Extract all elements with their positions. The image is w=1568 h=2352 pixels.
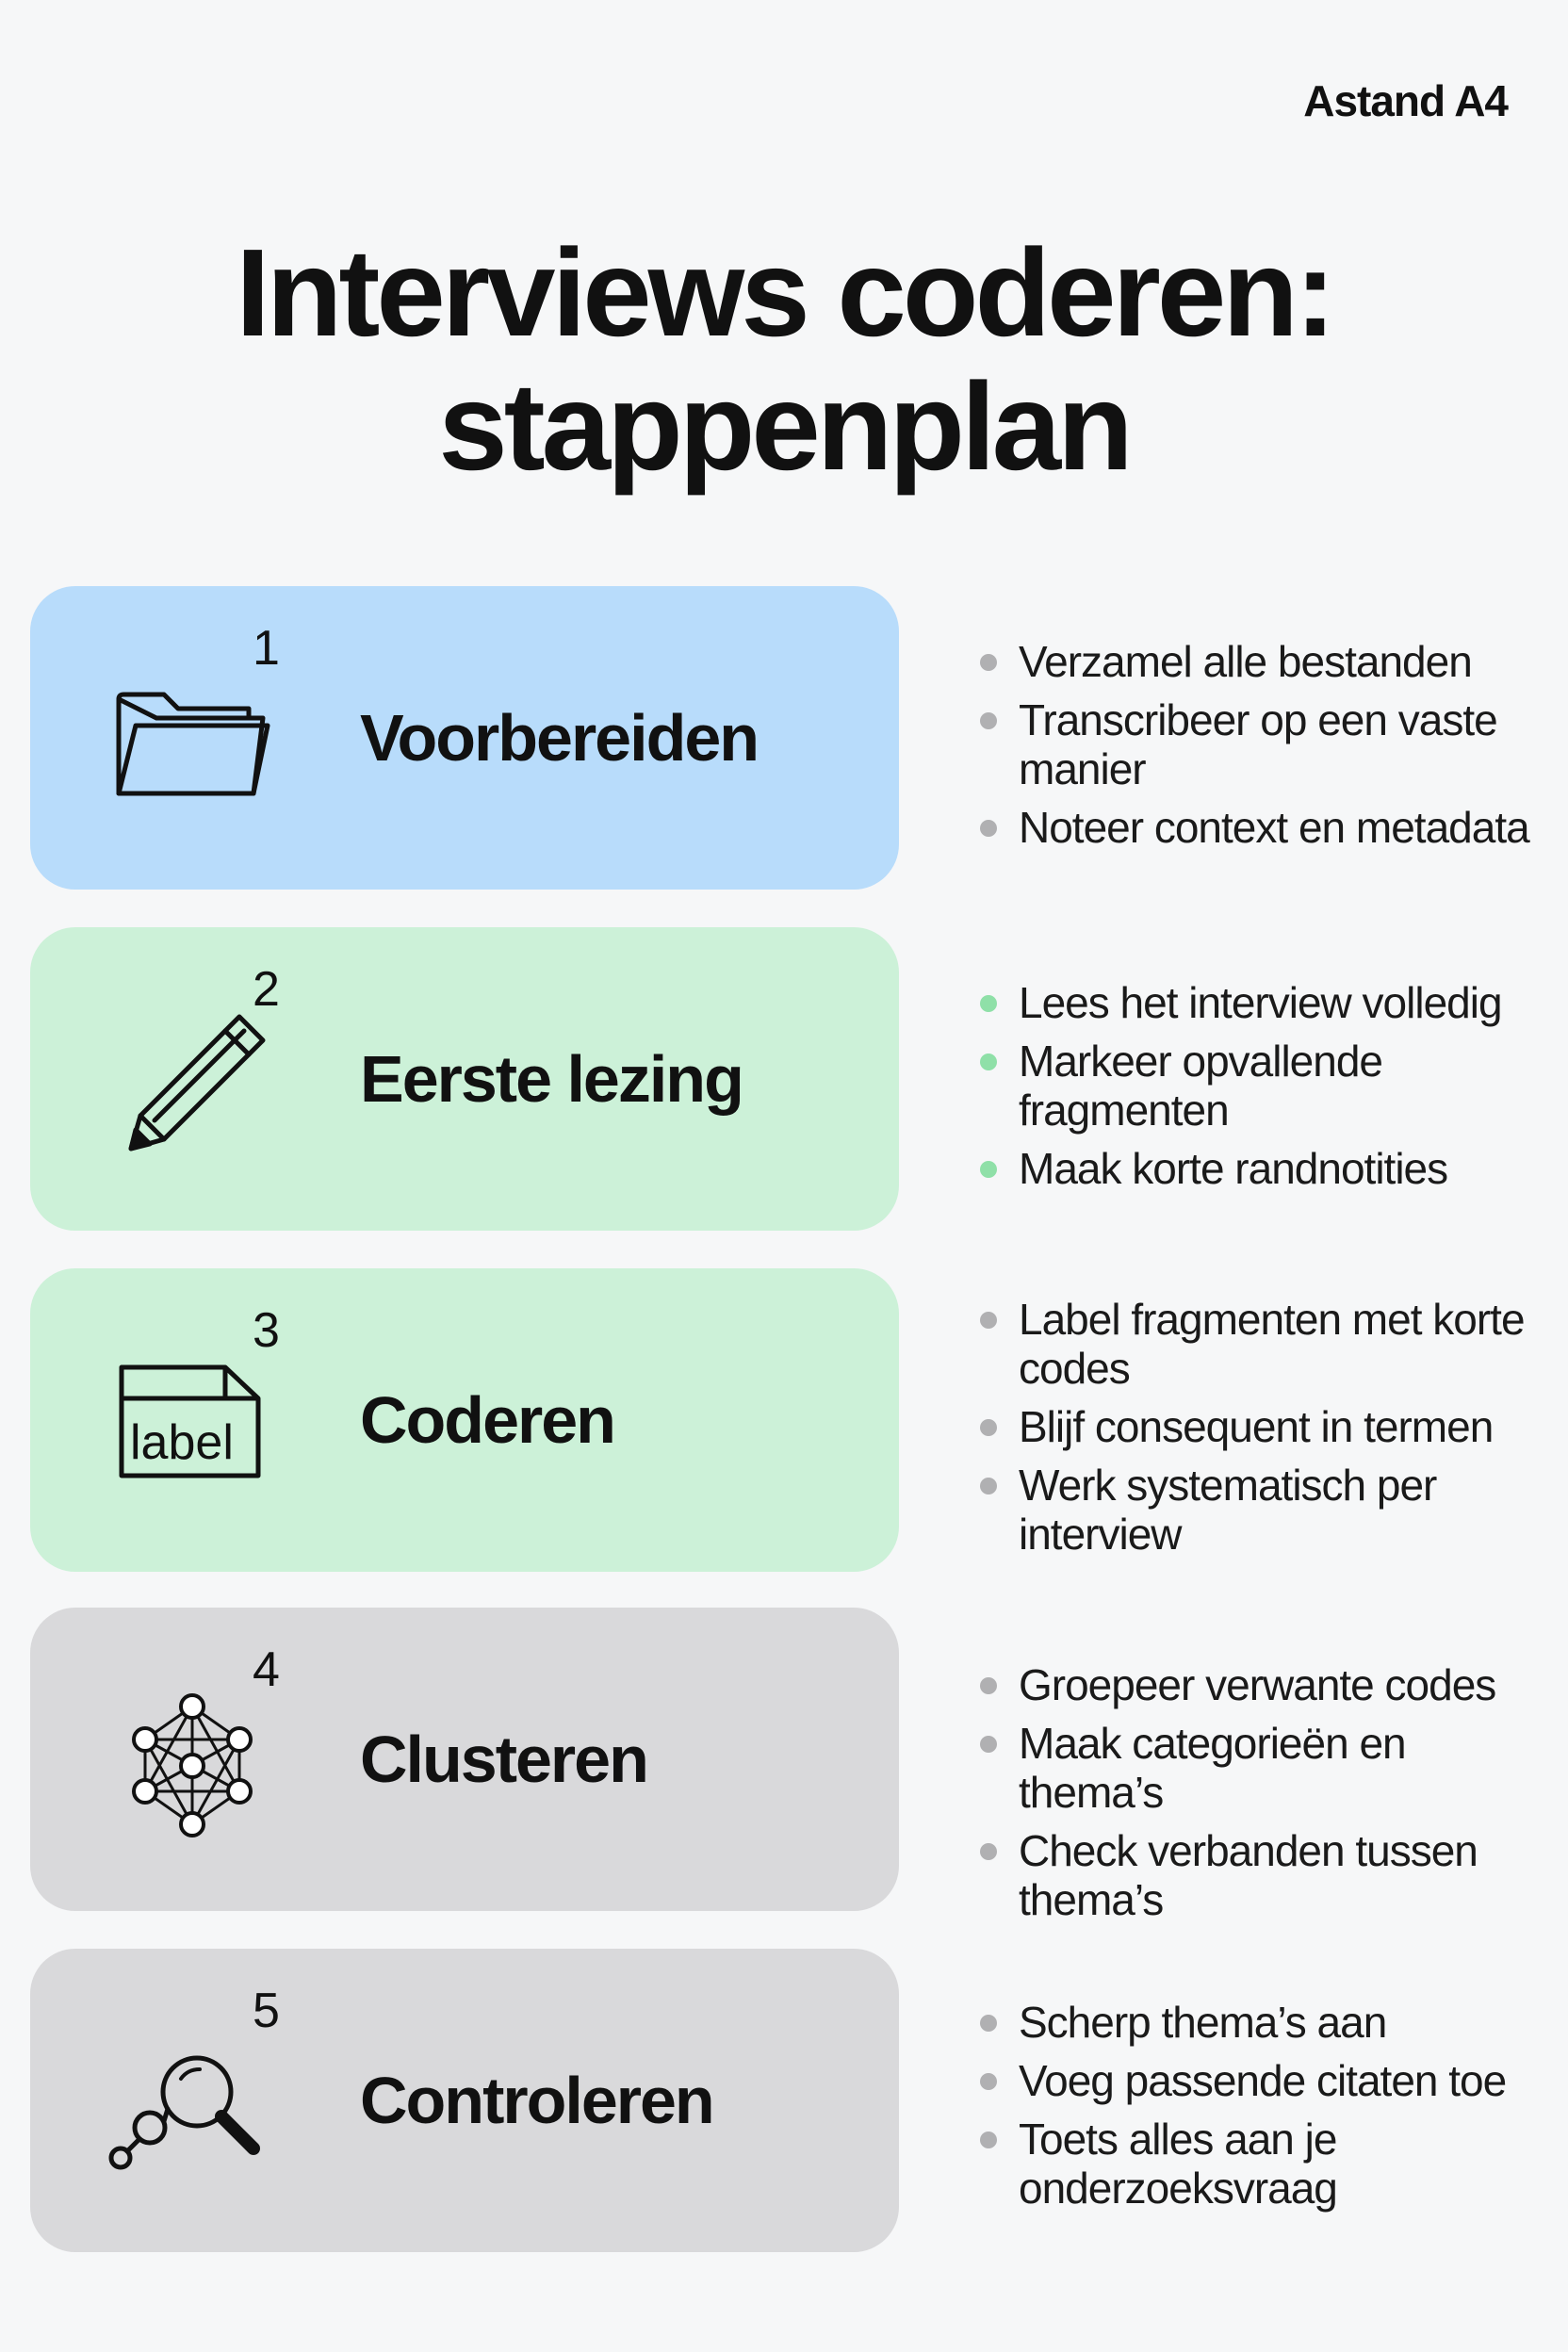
- bullet-dot: [980, 1478, 997, 1494]
- label-icon-text: label: [130, 1415, 234, 1470]
- list-item: Werk systematisch per interview: [976, 1461, 1542, 1559]
- list-item: Scherp thema’s aan: [976, 1998, 1542, 2047]
- step-title: Eerste lezing: [360, 1042, 743, 1116]
- bullet-dot: [980, 2132, 997, 2148]
- brand-label: Astand A4: [1303, 76, 1508, 125]
- list-item: Transcribeer op een vaste manier: [976, 695, 1542, 793]
- step-number: 5: [253, 1984, 280, 2038]
- step-4-bullets: [976, 1660, 1542, 1934]
- list-item: Markeer opvallende fragmenten: [976, 1037, 1542, 1135]
- step-card-clusteren: [30, 1608, 899, 1911]
- step-title: Controleren: [360, 2064, 713, 2137]
- list-item: Check verbanden tussen thema’s: [976, 1826, 1542, 1924]
- list-item: Maak categorieën en thema’s: [976, 1719, 1542, 1817]
- list-item: Verzamel alle bestanden: [976, 637, 1542, 686]
- list-item: Label fragmenten met korte codes: [976, 1295, 1542, 1393]
- list-item: Noteer context en metadata: [976, 803, 1542, 852]
- bullet-dot: [980, 1312, 997, 1329]
- step-title: Coderen: [360, 1383, 614, 1457]
- bullet-dot: [980, 654, 997, 671]
- step-5-bullets: [976, 1998, 1542, 2222]
- step-number: 4: [253, 1642, 280, 1697]
- bullet-dot: [980, 1054, 997, 1070]
- list-item: Groepeer verwante codes: [976, 1660, 1542, 1709]
- bullet-dot: [980, 1419, 997, 1436]
- network-icon: [107, 1683, 277, 1853]
- list-item: Toets alles aan je onderzoeksvraag: [976, 2115, 1542, 2213]
- bullet-dot: [980, 2073, 997, 2090]
- list-item: Lees het interview volledig: [976, 978, 1542, 1027]
- bullet-dot: [980, 2015, 997, 2032]
- bullet-dot: [980, 820, 997, 837]
- magnifier-icon: [107, 2024, 277, 2194]
- step-card-eerste-lezing: [30, 927, 899, 1231]
- title-line-1: Interviews coderen:: [236, 223, 1332, 362]
- step-card-coderen: [30, 1268, 899, 1572]
- bullet-dot: [980, 1736, 997, 1753]
- list-item: Voeg passende citaten toe: [976, 2056, 1542, 2105]
- pencil-icon: [107, 1003, 277, 1172]
- step-number: 1: [253, 621, 280, 676]
- page-title: [0, 223, 1568, 496]
- bullet-dot: [980, 995, 997, 1012]
- label-icon: [107, 1344, 277, 1513]
- step-number: 3: [253, 1303, 280, 1358]
- step-card-voorbereiden: [30, 586, 899, 890]
- step-title: Voorbereiden: [360, 701, 759, 775]
- list-item: Maak korte randnotities: [976, 1144, 1542, 1193]
- list-item: Blijf consequent in termen: [976, 1402, 1542, 1451]
- bullet-dot: [980, 1161, 997, 1178]
- step-card-controleren: [30, 1949, 899, 2252]
- step-title: Clusteren: [360, 1723, 647, 1796]
- bullet-dot: [980, 712, 997, 729]
- bullet-dot: [980, 1677, 997, 1694]
- bullet-dot: [980, 1843, 997, 1860]
- folder-icon: [107, 662, 277, 831]
- step-3-bullets: [976, 1295, 1542, 1568]
- step-2-bullets: [976, 978, 1542, 1202]
- title-line-2: stappenplan: [438, 357, 1130, 496]
- step-1-bullets: [976, 637, 1542, 861]
- step-number: 2: [253, 962, 280, 1017]
